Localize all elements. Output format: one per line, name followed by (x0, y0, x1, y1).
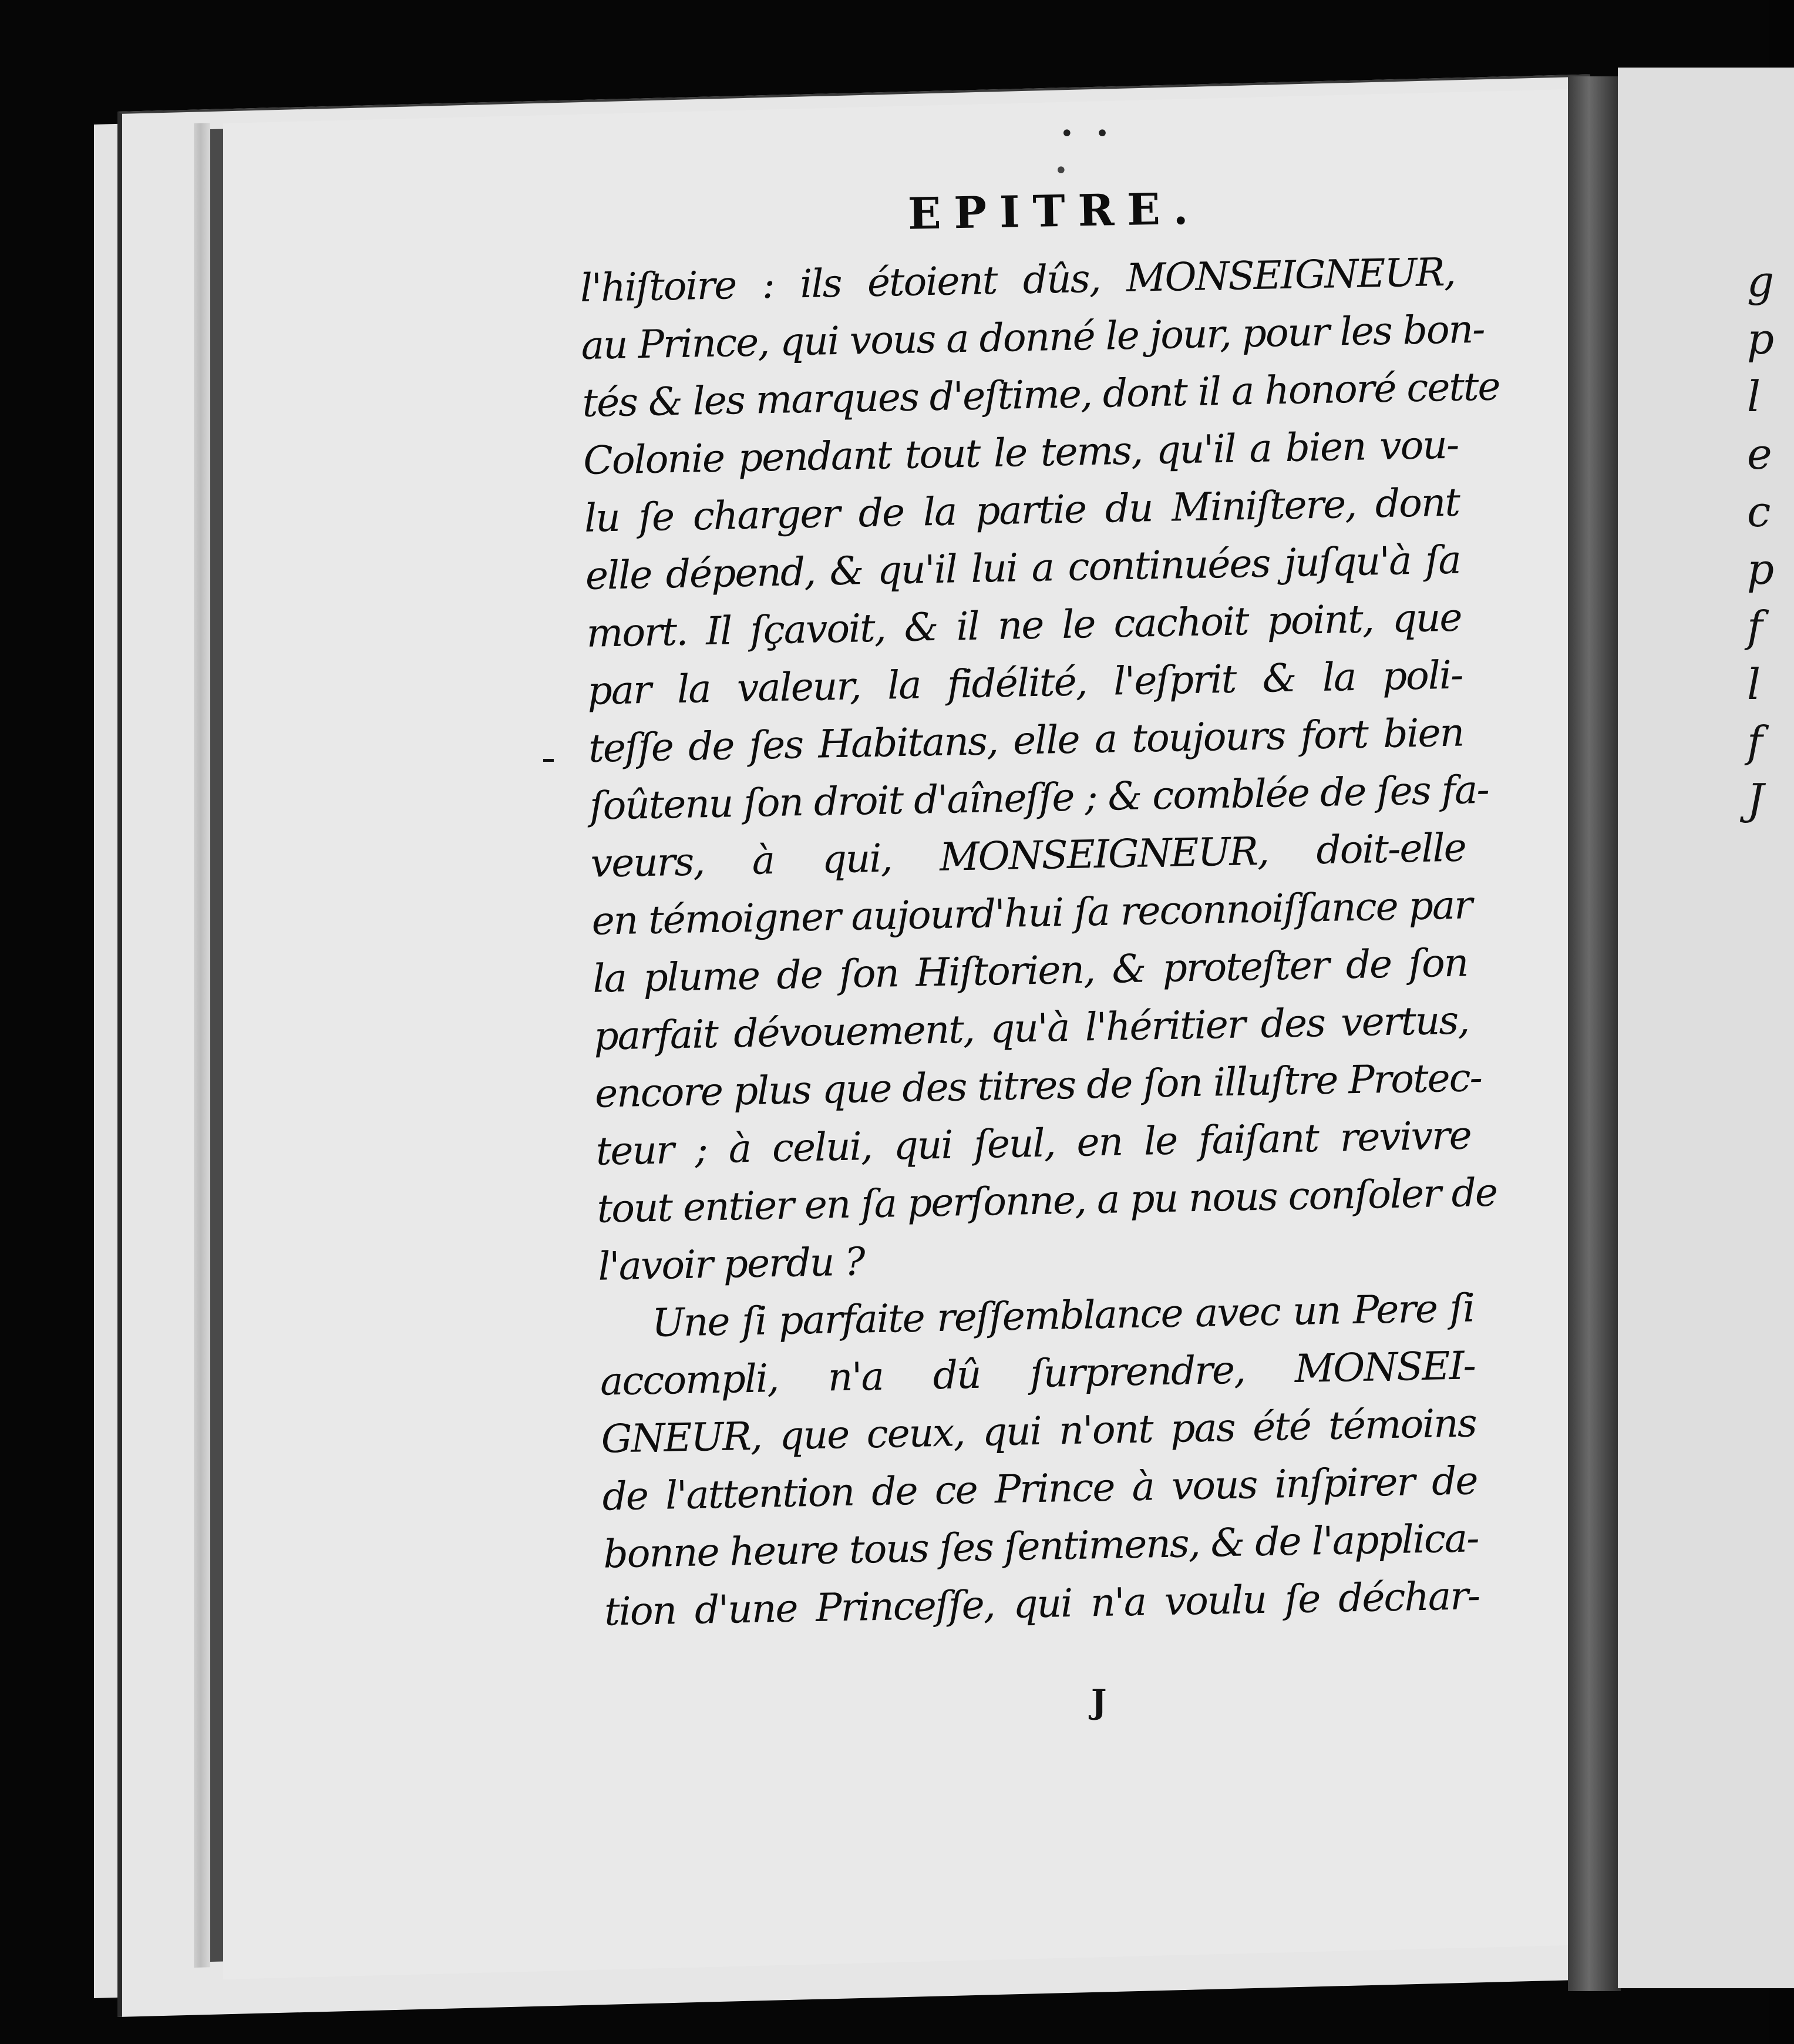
right-page-letter: f (1747, 717, 1763, 766)
text-line: tion d'une Princeſſe, qui n'a voulu ſe déchar- (604, 1573, 1480, 1635)
right-page-letter: g (1747, 257, 1775, 306)
text-line: tés & les marques d'eſtime, dont il a honoré cette (581, 364, 1500, 426)
text-line: mort. Il ſçavoit, & il ne le cachoit point, que (586, 594, 1462, 656)
book-gutter (1568, 76, 1621, 1991)
text-line: Colonie pendant tout le tems, qu'il a bien vou- (583, 422, 1459, 483)
text-line: Une ſi parfaite reſſemblance avec un Pere ſi (651, 1285, 1475, 1346)
right-page-letter: p (1747, 544, 1775, 594)
text-line: bonne heure tous ſes ſentimens, & de l'applica- (603, 1515, 1479, 1577)
text-line: au Prince, qui vous a donné le jour, pour les bon- (581, 306, 1485, 368)
text-line: en témoigner aujourd'hui ſa reconnoiſſance par (591, 882, 1472, 944)
text-line: tout entier en ſa perſonne, a pu nous conſoler de (596, 1169, 1497, 1232)
right-page-letter: e (1747, 429, 1772, 479)
right-page-letter: p (1747, 314, 1775, 364)
text-line: ſoûtenu ſon droit d'aîneſſe ; & comblée de ſes fa- (589, 766, 1489, 829)
text-line: encore plus que des titres de ſon illuſtre Protec- (594, 1055, 1482, 1117)
text-line: veurs, à qui, MONSEIGNEUR, doit-elle (590, 825, 1466, 886)
margin-dash-mark (543, 759, 554, 762)
right-page-letter: J (1747, 775, 1764, 824)
right-page-letter: l (1747, 372, 1761, 421)
text-line: teſſe de ſes Habitans, elle a toujours fort bien (588, 710, 1464, 771)
page-signature-dot: • (1054, 157, 1068, 184)
page-signature-dots: • • (1060, 120, 1116, 147)
text-line: accompli, n'a dû ſurprendre, MONSEI- (600, 1343, 1476, 1404)
text-line: teur ; à celui, qui ſeul, en le faiſant revivre (595, 1112, 1472, 1174)
epitre-text-block (578, 178, 1500, 1641)
right-page-letter: c (1747, 487, 1771, 536)
text-line: lu ſe charger de la partie du Miniſtere, dont (584, 479, 1460, 541)
text-line: GNEUR, que ceux, qui n'ont pas été témoins (601, 1400, 1477, 1462)
text-line: la plume de ſon Hiſtorien, & proteſter de ſon (592, 940, 1468, 1001)
page-edge-shadow (210, 129, 223, 1962)
text-line: par la valeur, la fidélité, l'eſprit & la poli- (587, 652, 1463, 714)
right-page-text-fragments (1747, 253, 1775, 828)
text-line: parfait dévouement, qu'à l'héritier des vertus, (593, 997, 1469, 1059)
text-line: l'hiſtoire : ils étoient dûs, MONSEIGNEUR, (580, 249, 1456, 311)
text-line: l'avoir perdu ? (597, 1239, 865, 1289)
right-page-letter: l (1747, 660, 1761, 709)
text-line: elle dépend, & qu'il lui a continuées juſqu'à ſa (585, 537, 1461, 599)
page-heading: EPITRE. (907, 183, 1202, 240)
text-line: de l'attention de ce Prince à vous inſpirer de (601, 1458, 1478, 1519)
page-footer-mark: J (1091, 1683, 1107, 1722)
right-page-letter: f (1747, 602, 1763, 651)
page-edge-stack (194, 123, 210, 1968)
